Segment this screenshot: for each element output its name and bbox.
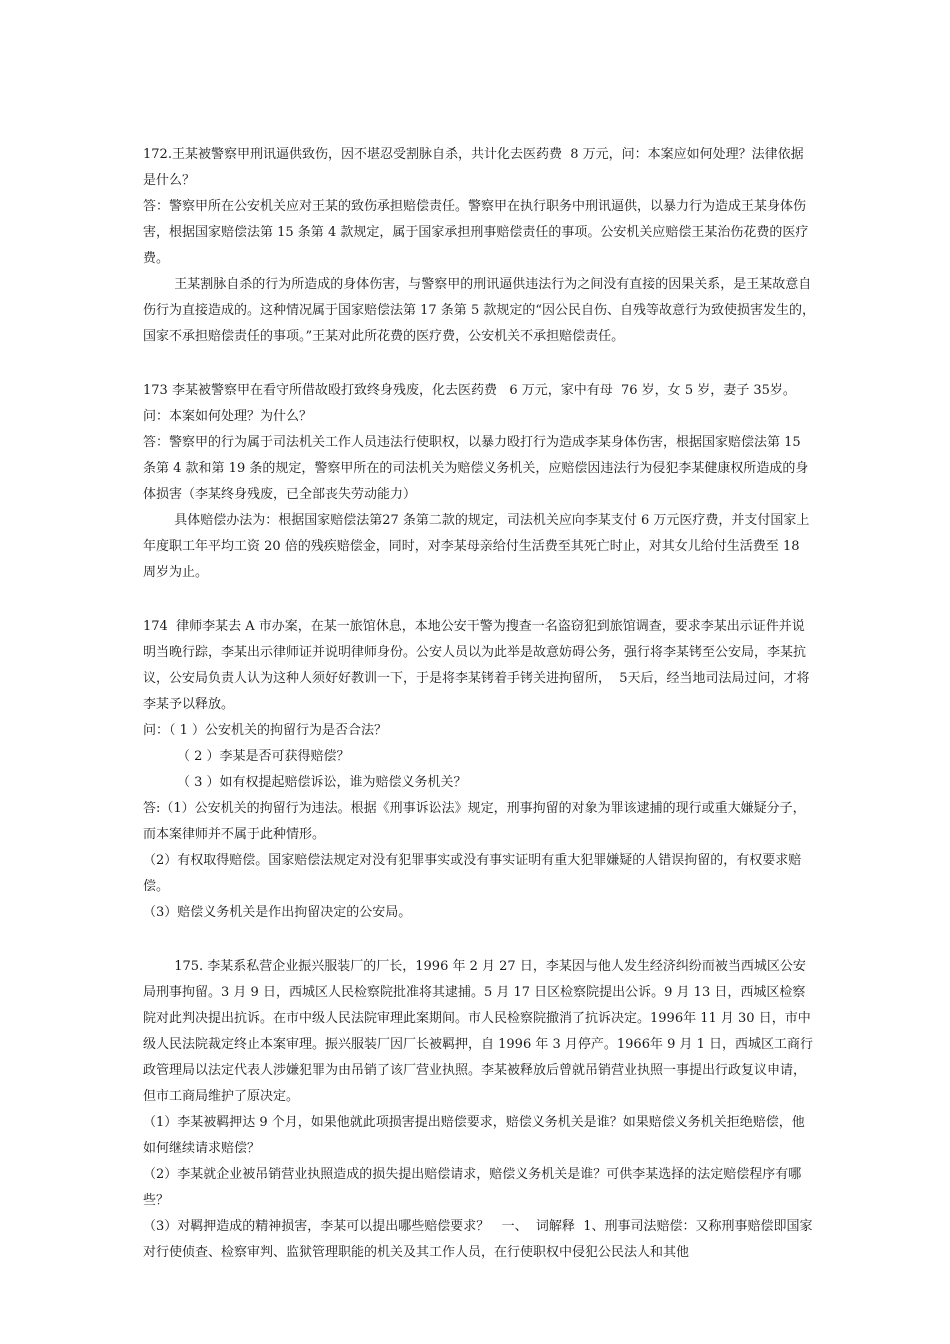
- question-172: [143, 142, 815, 350]
- question-175: [143, 954, 815, 1266]
- question-text: 173 李某被警察甲在看守所借故殴打致终身残废，化去医药费 6 万元，家中有母 76 岁，女 5 岁，妻子 35岁。问：本案如何处理？为什么？: [143, 383, 796, 424]
- section-gap: [143, 586, 815, 614]
- sub-question-1: 问：（ 1 ）公安机关的拘留行为是否合法？: [143, 723, 388, 738]
- sub-question-2: （ 2 ）李某是否可获得赔偿？: [177, 749, 350, 764]
- section-gap: [143, 926, 815, 954]
- answer-3: （3）赔偿义务机关是作出拘留决定的公安局。: [143, 905, 412, 920]
- question-173: [143, 378, 815, 586]
- answer-text: 答：警察甲所在公安机关应对王某的致伤承担赔偿责任。警察甲在执行职务中刑讯逼供，以暴力行为造成王某身体伤害，根据国家赔偿法第 15 条第 4 款规定，属于国家承担刑事赔偿责任的事项。公安机关应赔偿王某治伤花费的医疗费。: [143, 199, 809, 266]
- answer-1: 答:（1）公安机关的拘留行为违法。根据《刑事诉讼法》规定，刑事拘留的对象为罪该逮捕的现行或重大嫌疑分子，而本案律师并不属于此种情形。: [143, 801, 806, 842]
- answer-text: 答：警察甲的行为属于司法机关工作人员违法行使职权，以暴力殴打行为造成李某身体伤害，根据国家赔偿法第 15 条第 4 款和第 19 条的规定，警察甲所在的司法机关为赔偿义务机关，应赔偿因违法行为侵犯李某健康权所造成的身体损害（李某终身残废，已全部丧失劳动能力）: [143, 435, 809, 502]
- sub-question-3: （3）对羁押造成的精神损害，李某可以提出哪些赔偿要求？ 一、 词解释 1、刑事司法赔偿：又称刑事赔偿即国家对行使侦查、检察审判、监狱管理职能的机关及其工作人员，在行使职权中侵犯公民法人和其他: [143, 1219, 813, 1260]
- sub-question-2: （2）李某就企业被吊销营业执照造成的损失提出赔偿请求，赔偿义务机关是谁？可供李某选择的法定赔偿程序有哪些？: [143, 1167, 802, 1208]
- answer-2: （2）有权取得赔偿。国家赔偿法规定对没有犯罪事实或没有事实证明有重大犯罪嫌疑的人错误拘留的，有权要求赔偿。: [143, 853, 802, 894]
- question-text: 175. 李某系私营企业振兴服装厂的厂长，1996 年 2 月 27 日，李某因与他人发生经济纠纷而被当西城区公安局刑事拘留。3 月 9 日，西城区人民检察院批准将其逮捕。5 月 17 日区检察院提出公诉。9 月 13 日，西城区检察院对此判决提出抗诉。在市中级人民法院审理此案期间。市人民检察院撤消了抗诉决定。1996年 11 月 30 日，市中级人民法院裁定终止本案审理。振兴服装厂因厂长被羁押，自 1996 年 3 月停产。1966年 9 月 1 日，西城区工商行政管理局以法定代表人涉嫌犯罪为由吊销了该厂营业执照。李某被释放后曾就吊销营业执照一事提出行政复议申请，但市工商局维护了原决定。: [143, 959, 814, 1104]
- question-174: [143, 614, 815, 926]
- question-text: 172.王某被警察甲刑讯逼供致伤，因不堪忍受割脉自杀，共计化去医药费 8 万元，问：本案应如何处理？法律依据是什么？: [143, 147, 804, 188]
- answer-paragraph: 王某割脉自杀的行为所造成的身体伤害，与警察甲的刑讯逼供违法行为之间没有直接的因果关系，是王某故意自伤行为直接造成的。这种情况属于国家赔偿法第 17 条第 5 款规定的“因公民自伤、自残等故意行为致使损害发生的，国家不承担赔偿责任的事项。”王某对此所花费的医疗费，公安机关不承担赔偿责任。: [143, 277, 815, 344]
- question-text: 174 律师李某去 A 市办案，在某一旅馆休息，本地公安干警为搜查一名盗窃犯到旅馆调查，要求李某出示证件并说明当晚行踪，李某出示律师证并说明律师身份。公安人员以为此举是故意妨碍公务，强行将李某铐至公安局，李某抗议，公安局负责人认为这种人须好好教训一下，于是将李某铐着手铐关进拘留所， 5天后，经当地司法局过问，才将李某予以释放。: [143, 619, 810, 712]
- answer-paragraph: 具体赔偿办法为：根据国家赔偿法第27 条第二款的规定，司法机关应向李某支付 6 万元医疗费，并支付国家上年度职工年平均工资 20 倍的残疾赔偿金，同时，对李某母亲给付生活费至其死亡时止，对其女儿给付生活费至 18 周岁为止。: [143, 513, 810, 580]
- sub-question-3: （ 3 ）如有权提起赔偿诉讼，谁为赔偿义务机关？: [177, 775, 467, 790]
- document-body: [143, 142, 815, 1266]
- sub-question-1: （1）李某被羁押达 9 个月，如果他就此项损害提出赔偿要求，赔偿义务机关是谁？如果赔偿义务机关拒绝赔偿，他如何继续请求赔偿？: [143, 1115, 805, 1156]
- section-gap: [143, 350, 815, 378]
